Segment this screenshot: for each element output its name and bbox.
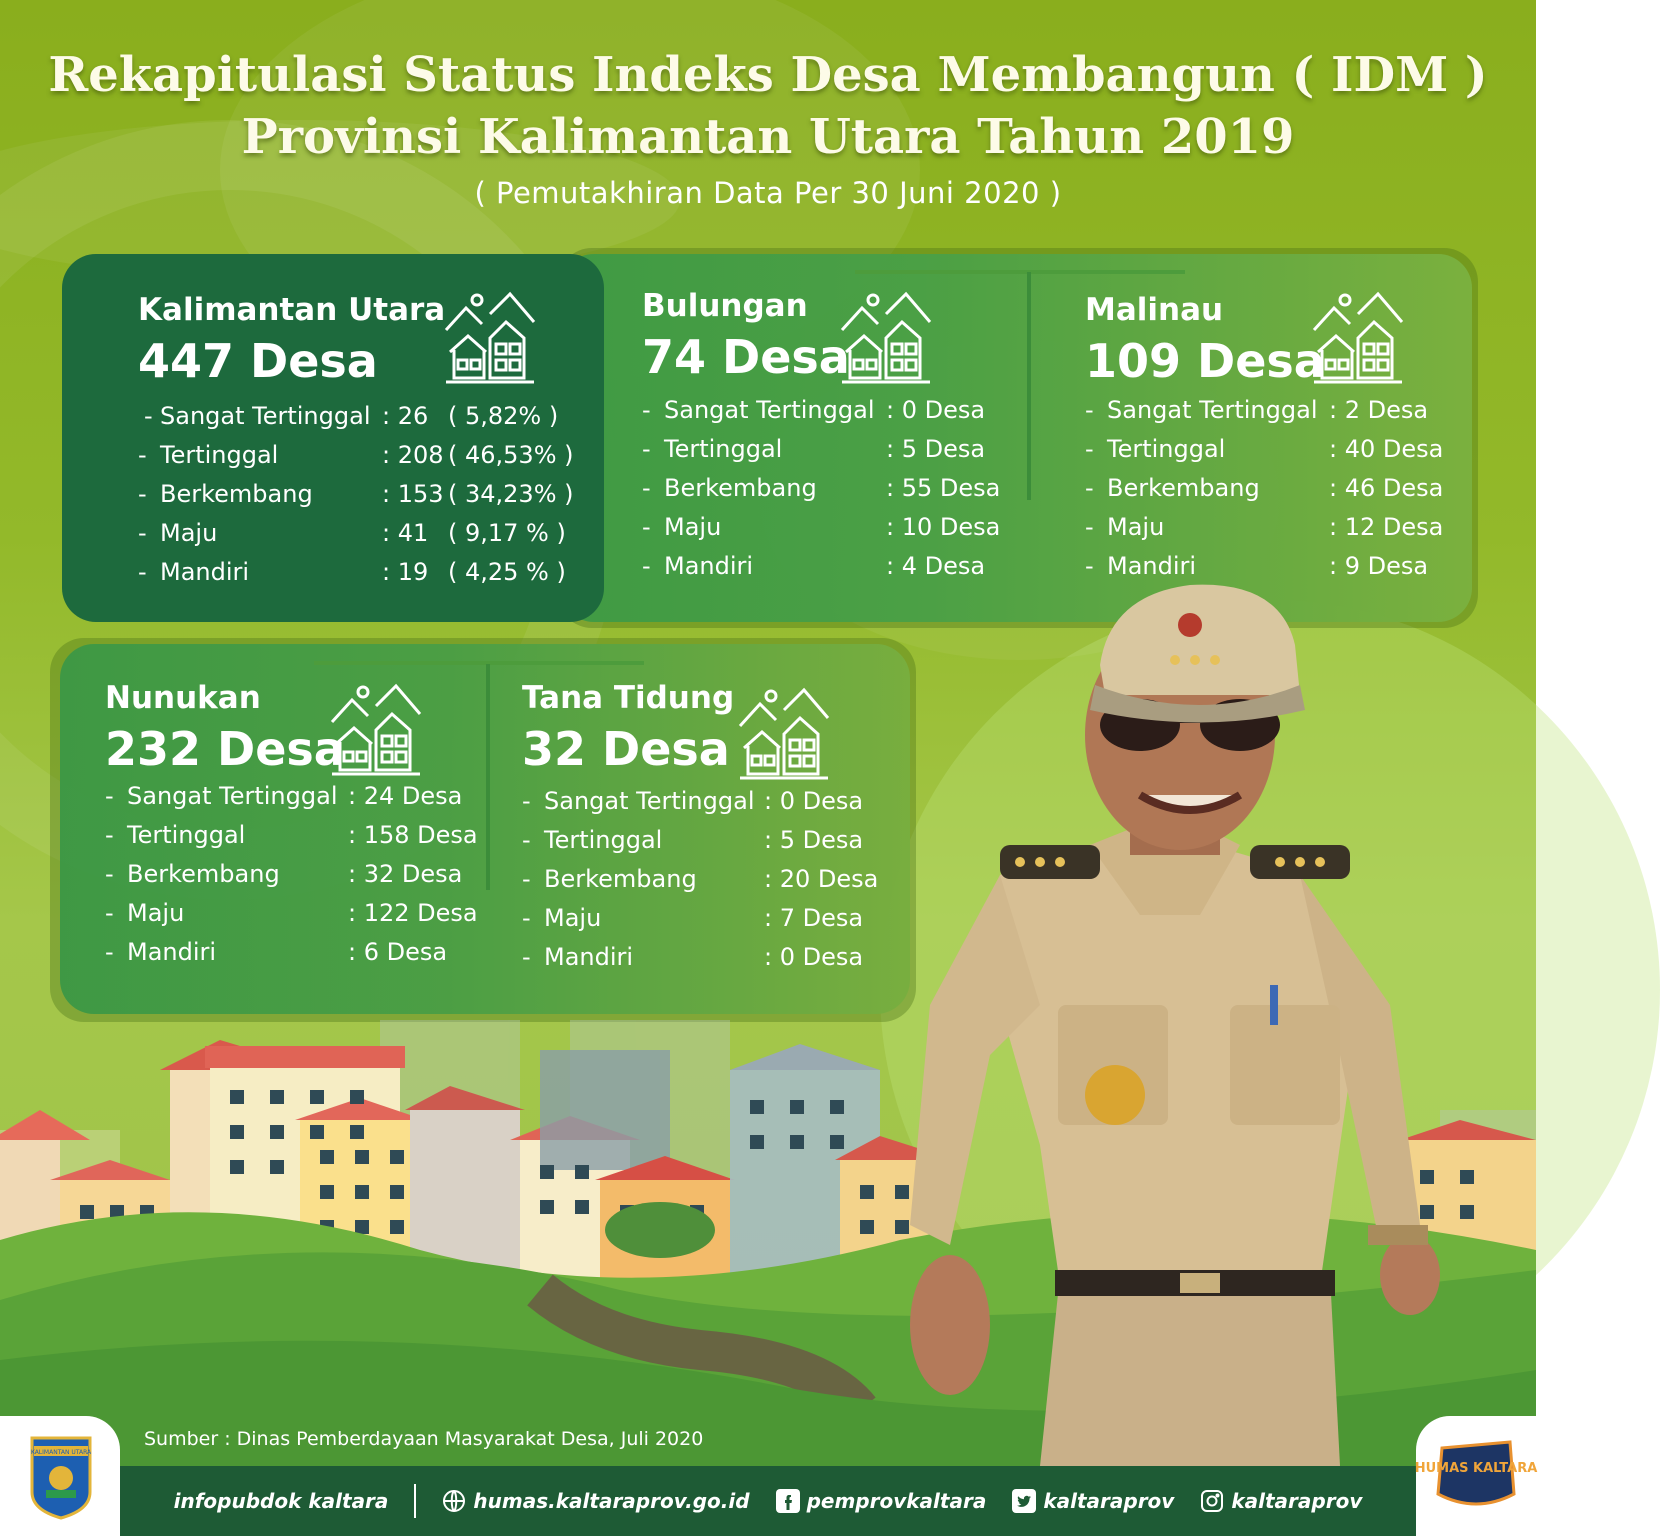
logo-kalimantan-utara [0, 1416, 120, 1536]
stat-row: - Sangat Tertinggal : 2 Desa [1085, 396, 1429, 424]
emblem-text: KALIMANTAN UTARA [30, 1449, 92, 1456]
region-name: Malinau [1085, 292, 1224, 328]
stat-row: - Berkembang : 20 Desa [522, 865, 879, 893]
region-tana-tidung [522, 680, 734, 776]
twitter-icon [1012, 1489, 1036, 1513]
stat-row: - Tertinggal : 5 Desa [642, 435, 986, 463]
source-text: Sumber : Dinas Pemberdayaan Masyarakat Desa, Juli 2020 [144, 1428, 704, 1450]
page-subtitle: ( Pemutakhiran Data Per 30 Juni 2020 ) [474, 176, 1062, 210]
region-nunukan [105, 680, 345, 776]
stat-row: - Berkembang : 55 Desa [642, 474, 1001, 502]
stat-row: - Berkembang : 153 ( 34,23% ) [138, 480, 574, 508]
stat-row: - Maju : 122 Desa [105, 899, 478, 927]
logo-humas-kaltara [1416, 1416, 1536, 1536]
stat-row: - Tertinggal : 40 Desa [1085, 435, 1444, 463]
stat-row: - Tertinggal : 208 ( 46,53% ) [138, 441, 574, 469]
village-icon [444, 292, 536, 384]
footer-links [120, 1466, 1416, 1536]
stat-row: - Maju : 7 Desa [522, 904, 864, 932]
stat-row: - Mandiri : 4 Desa [642, 552, 986, 580]
region-malinau [1085, 292, 1325, 388]
stats-tana-tidung [522, 787, 892, 982]
stat-row: - Berkembang : 46 Desa [1085, 474, 1444, 502]
facebook-label: pemprovkaltara [806, 1489, 987, 1513]
stats-bulungan [642, 396, 1012, 591]
panel-divider-vertical [486, 664, 490, 890]
title-line-1: Rekapitulasi Status Indeks Desa Membangun ( IDM ) [48, 47, 1488, 103]
stat-row: - Maju : 12 Desa [1085, 513, 1444, 541]
twitter-label: kaltaraprov [1043, 1489, 1175, 1513]
village-icon [840, 292, 932, 384]
footer-separator [414, 1484, 416, 1518]
footer-instagram-link[interactable] [1200, 1489, 1362, 1513]
footer-facebook-link[interactable] [776, 1489, 987, 1513]
footer-bar [120, 1466, 1416, 1536]
stat-row: - Mandiri : 9 Desa [1085, 552, 1429, 580]
stat-row: - Mandiri : 19 ( 4,25 % ) [138, 558, 566, 586]
footer-infopubdok[interactable] [174, 1489, 389, 1513]
region-name: Kalimantan Utara [138, 292, 446, 328]
stat-row: - Mandiri : 0 Desa [522, 943, 864, 971]
region-village-count: 74 Desa [642, 330, 850, 384]
stat-row: - Mandiri : 6 Desa [105, 938, 448, 966]
stat-row: - Sangat Tertinggal : 0 Desa [642, 396, 986, 424]
stat-row: - Berkembang : 32 Desa [105, 860, 463, 888]
humas-badge-icon [1414, 1438, 1538, 1514]
stat-row: - Sangat Tertinggal : 26 ( 5,82% ) [144, 402, 559, 430]
stat-row: - Sangat Tertinggal : 24 Desa [105, 782, 463, 810]
region-village-count: 109 Desa [1085, 334, 1325, 388]
provincial-emblem-icon [28, 1434, 94, 1520]
region-name: Tana Tidung [522, 680, 735, 716]
instagram-icon [1200, 1489, 1224, 1513]
page-title [0, 44, 1536, 168]
governor-photo [890, 585, 1480, 1466]
region-bulungan [642, 288, 850, 384]
region-name: Bulungan [642, 288, 808, 324]
region-name: Nunukan [105, 680, 261, 716]
panel-divider-vertical [1027, 272, 1031, 500]
footer-twitter-link[interactable] [1012, 1489, 1174, 1513]
region-kalimantan-utara [138, 292, 445, 388]
title-line-2: Provinsi Kalimantan Utara Tahun 2019 [241, 109, 1295, 165]
infopubdok-label: infopubdok kaltara [173, 1489, 389, 1513]
stat-row: - Tertinggal : 158 Desa [105, 821, 478, 849]
stat-row: - Maju : 10 Desa [642, 513, 1001, 541]
facebook-icon [776, 1489, 800, 1513]
website-label: humas.kaltaraprov.go.id [473, 1489, 750, 1513]
stats-malinau [1085, 396, 1455, 591]
panel-divider-horizontal [855, 270, 1185, 274]
village-icon [738, 688, 830, 780]
region-village-count: 32 Desa [522, 722, 730, 776]
village-icon [1312, 292, 1404, 384]
stats-kalimantan-utara [138, 402, 588, 597]
panel-divider-horizontal [314, 661, 644, 665]
stat-row: - Sangat Tertinggal : 0 Desa [522, 787, 864, 815]
stats-nunukan [105, 782, 478, 977]
region-village-count: 447 Desa [138, 334, 378, 388]
footer-website-link[interactable] [442, 1489, 749, 1513]
region-village-count: 232 Desa [105, 722, 345, 776]
humas-badge-text: HUMAS KALTARA [1414, 1461, 1538, 1476]
stat-row: - Maju : 41 ( 9,17 % ) [138, 519, 566, 547]
globe-icon [442, 1489, 466, 1513]
instagram-label: kaltaraprov [1231, 1489, 1363, 1513]
stat-row: - Tertinggal : 5 Desa [522, 826, 864, 854]
village-icon [330, 684, 422, 776]
